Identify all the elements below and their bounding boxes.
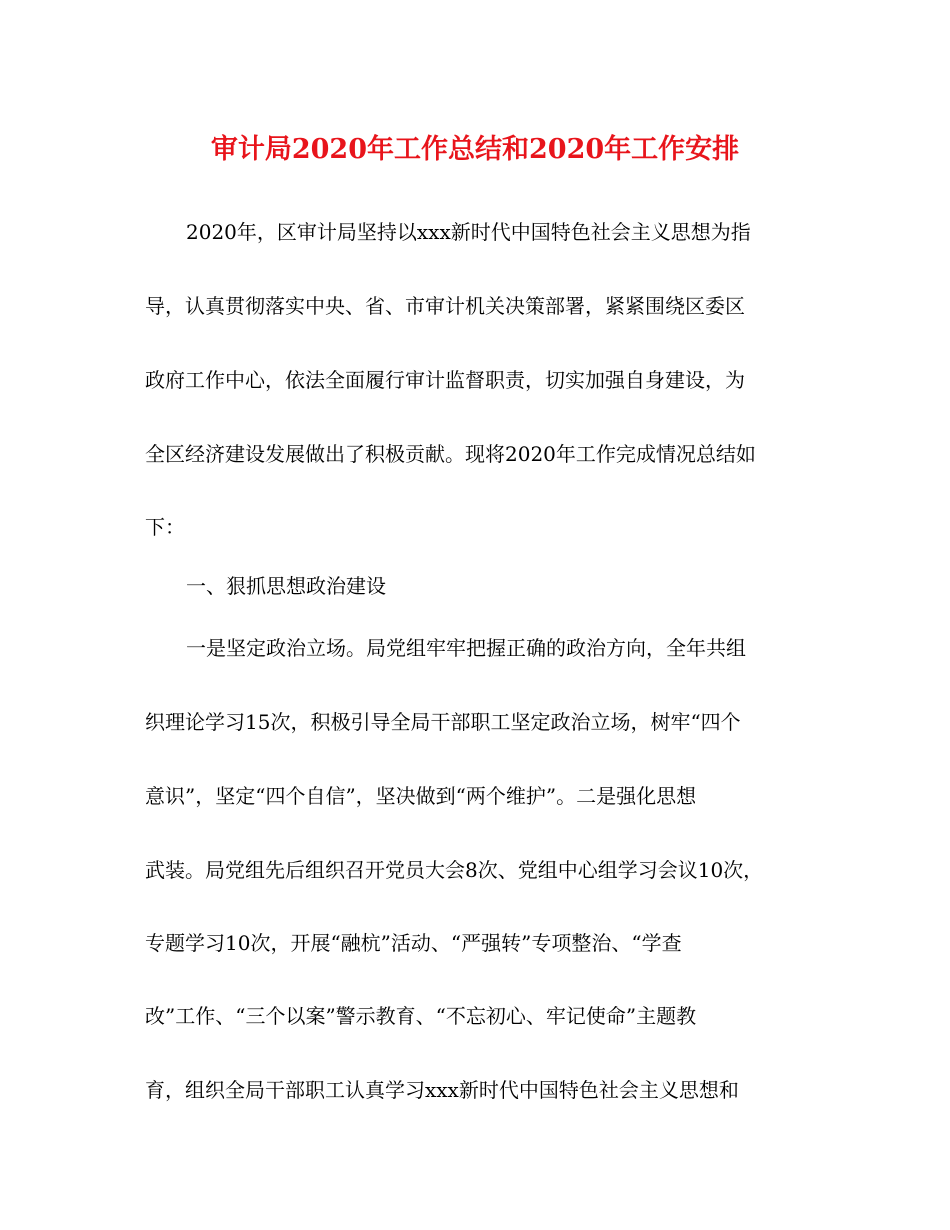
paragraph-line: 一是坚定政治立场。局党组牢牢把握正确的政治方向，全年共组 [186,636,746,660]
paragraph-line: 专题学习10次，开展“融杭”活动、“严强转”专项整治、“学查 [145,931,682,955]
paragraph-line: 意识”，坚定“四个自信”，坚决做到“两个维护”。二是强化思想 [145,784,697,808]
document-title: 审计局2020年工作总结和2020年工作安排 [210,134,740,165]
paragraph-line: 育，组织全局干部职工认真学习xxx新时代中国特色社会主义思想和 [145,1078,739,1102]
section-heading: 一、狠抓思想政治建设 [186,574,386,598]
paragraph-line: 全区经济建设发展做出了积极贡献。现将2020年工作完成情况总结如 [145,442,756,466]
paragraph-line: 织理论学习15次，积极引导全局干部职工坚定政治立场，树牢“四个 [145,710,741,734]
paragraph-line: 政府工作中心，依法全面履行审计监督职责，切实加强自身建设，为 [145,368,745,392]
paragraph-line: 下： [145,515,185,539]
paragraph-line: 2020年，区审计局坚持以xxx新时代中国特色社会主义思想为指 [186,220,751,244]
paragraph-line: 导，认真贯彻落实中央、省、市审计机关决策部署，紧紧围绕区委区 [145,294,745,318]
paragraph-line: 改”工作、“三个以案”警示教育、“不忘初心、牢记使命”主题教 [145,1004,697,1028]
paragraph-line: 武装。局党组先后组织召开党员大会8次、党组中心组学习会议10次， [145,858,764,882]
